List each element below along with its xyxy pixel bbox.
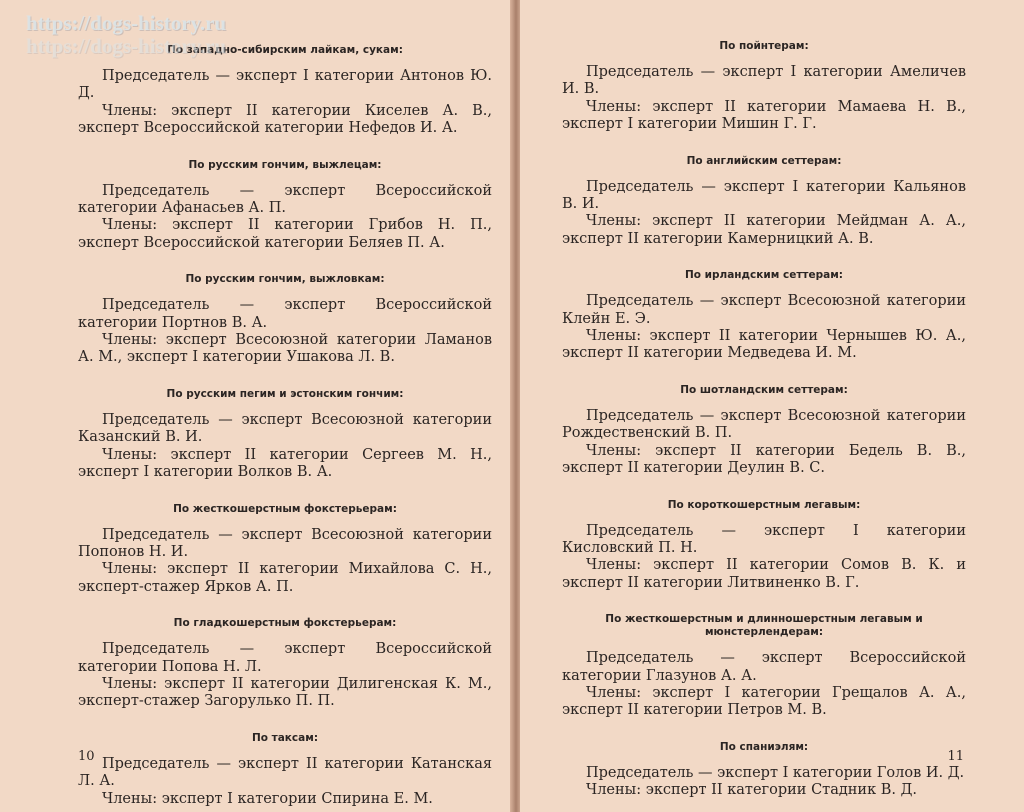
section-heading: По русским гончим, выжловкам: bbox=[185, 273, 385, 286]
members-line: Члены: эксперт II категории Грибов Н. П., эксперт Всероссийской категории Беляев П. А. bbox=[78, 217, 492, 251]
section-heading: По русским пегим и эстонским гончим: bbox=[166, 387, 404, 400]
section-heading: По жесткошерстным фокстерьерам: bbox=[173, 502, 397, 515]
section-heading: По западно-сибирским лайкам, сукам: bbox=[167, 44, 403, 56]
chairman-line: Председатель — эксперт Всероссийской категории Глазунов А. А. bbox=[562, 650, 966, 684]
right-page bbox=[520, 0, 1024, 812]
section-heading: По жесткошерстным и длинношерстным легавым и мюнстерлендерам: bbox=[605, 613, 923, 639]
committee-section bbox=[562, 613, 966, 720]
chairman-line: Председатель — эксперт I категории Кальянов В. И. bbox=[562, 178, 966, 213]
chairman-line: Председатель — эксперт I категории Кисловский П. Н. bbox=[562, 522, 966, 556]
committee-section bbox=[562, 499, 966, 593]
left-page-number: 10 bbox=[78, 749, 95, 764]
members-line: Члены: эксперт II категории Михайлова С. Н., эксперт-стажер Ярков А. П. bbox=[78, 561, 492, 595]
committee-section bbox=[78, 44, 492, 138]
chairman-line: Председатель — эксперт Всероссийской категории Попова Н. Л. bbox=[78, 641, 492, 675]
members-line: Члены: эксперт II категории Бедель В. В., эксперт II категории Деулин В. С. bbox=[562, 442, 966, 477]
watermark-echo: https://dogs-history.ru bbox=[26, 34, 227, 58]
committee-section bbox=[562, 741, 966, 800]
committee-section bbox=[562, 40, 966, 134]
committee-section bbox=[78, 273, 492, 367]
chairman-line: Председатель — эксперт Всероссийской категории Афанасьев А. П. bbox=[78, 182, 492, 217]
chairman-line: Председатель — эксперт Всероссийской категории Портнов В. А. bbox=[78, 297, 492, 331]
committee-section bbox=[78, 732, 492, 808]
right-sections bbox=[562, 40, 966, 800]
section-heading: По шотландским сеттерам: bbox=[680, 383, 848, 396]
chairman-line: Председатель — эксперт Всесоюзной категории Казанский В. И. bbox=[78, 411, 492, 446]
chairman-line: Председатель — эксперт I категории Амеличев И. В. bbox=[562, 64, 966, 98]
committee-section bbox=[78, 617, 492, 711]
members-line: Члены: эксперт II категории Стадник В. Д. bbox=[586, 782, 918, 799]
section-heading: По пойнтерам: bbox=[719, 40, 809, 52]
committee-section bbox=[78, 503, 492, 597]
members-line: Члены: эксперт II категории Сомов В. К. и эксперт II категории Литвиненко В. Г. bbox=[562, 557, 966, 591]
members-line: Члены: эксперт II категории Сергеев М. Н., эксперт I категории Волков В. А. bbox=[78, 446, 492, 481]
members-line: Члены: эксперт Всесоюзной категории Ламанов А. М., эксперт I категории Ушакова Л. В. bbox=[78, 332, 492, 366]
section-heading: По короткошерстным легавым: bbox=[667, 498, 861, 511]
members-line: Члены: эксперт II категории Мамаева Н. В., эксперт I категории Мишин Г. Г. bbox=[562, 98, 966, 133]
chairman-line: Председатель — эксперт Всесоюзной категории Рождественский В. П. bbox=[562, 407, 966, 442]
left-sections bbox=[78, 44, 492, 808]
committee-section bbox=[562, 155, 966, 249]
members-line: Члены: эксперт I категории Спирина Е. М. bbox=[102, 790, 433, 807]
chairman-line: Председатель — эксперт Всесоюзной категории Попонов Н. И. bbox=[78, 526, 492, 560]
chairman-line: Председатель — эксперт II категории Катанская Л. А. bbox=[78, 755, 492, 790]
chairman-line: Председатель — эксперт I категории Антонов Ю. Д. bbox=[78, 68, 492, 102]
section-heading: По английским сеттерам: bbox=[686, 154, 842, 167]
section-heading: По гладкошерстным фокстерьерам: bbox=[173, 617, 397, 630]
committee-section bbox=[562, 384, 966, 478]
right-page-number: 11 bbox=[947, 749, 964, 764]
site-watermark bbox=[26, 12, 226, 58]
members-line: Члены: эксперт II категории Чернышев Ю. А., эксперт II категории Медведева И. М. bbox=[562, 328, 966, 362]
committee-section bbox=[78, 388, 492, 482]
members-line: Члены: эксперт I категории Грещалов А. А., эксперт II категории Петров М. В. bbox=[562, 684, 966, 719]
watermark-text: https://dogs-history.ru bbox=[26, 11, 227, 35]
section-heading: По таксам: bbox=[251, 731, 319, 744]
members-line: Члены: эксперт II категории Мейдман А. А., эксперт II категории Камерницкий А. В. bbox=[562, 213, 966, 247]
section-heading: По спаниэлям: bbox=[719, 740, 809, 753]
members-line: Члены: эксперт II категории Дилигенская К. М., эксперт-стажер Загорулько П. П. bbox=[78, 675, 492, 710]
chairman-line: Председатель — эксперт Всесоюзной категории Клейн Е. Э. bbox=[562, 293, 966, 327]
members-line: Члены: эксперт II категории Киселев А. В., эксперт Всероссийской категории Нефедов И. А. bbox=[78, 102, 492, 137]
chairman-line: Председатель — эксперт I категории Голов И. Д. bbox=[586, 764, 965, 781]
section-heading: По ирландским сеттерам: bbox=[684, 269, 843, 282]
committee-section bbox=[78, 159, 492, 253]
section-heading: По русским гончим, выжлецам: bbox=[188, 158, 382, 171]
committee-section bbox=[562, 269, 966, 363]
